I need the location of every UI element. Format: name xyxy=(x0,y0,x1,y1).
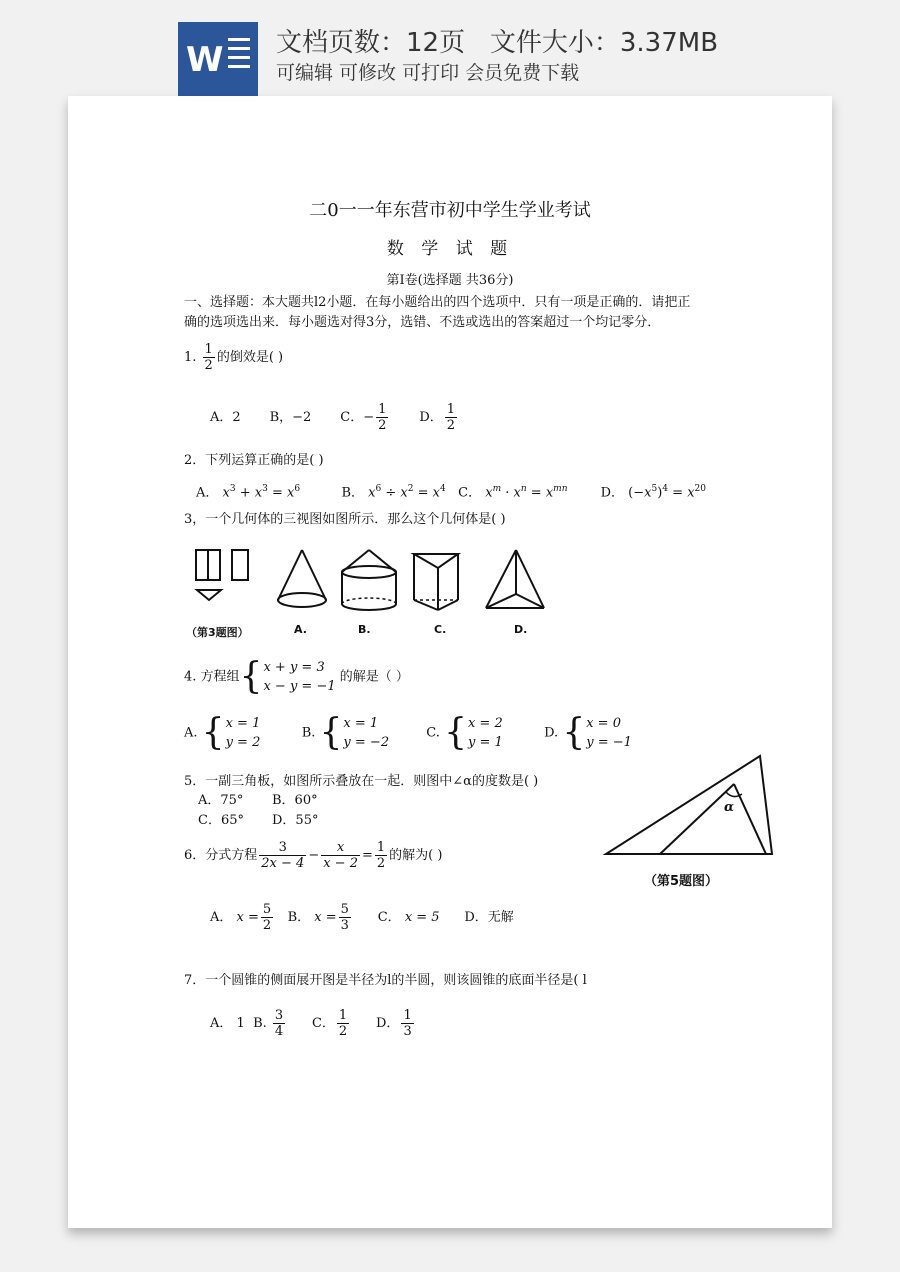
question-4: 4. 方程组{x + y = 3 x − y = −1 的解是（ ） xyxy=(184,656,409,697)
section-title: 第Ⅰ卷(选择题 共36分) xyxy=(386,273,514,288)
q3-figure-caption: （第3题图） xyxy=(186,626,249,639)
question-6: 6．分式方程 $\frac{3}{2x - 4}$ − $\frac{x}{x - 2}$ = $\frac{1}{2}$ 的解为( ) xyxy=(184,840,443,871)
question-6-options: A． x = $\frac{5}{2}$ B． x = $\frac{5}{3}$ C． x = 5 D．无解 xyxy=(210,902,514,933)
question-3: 3，一个几何体的三视图如图所示．那么这个几何体是( ) xyxy=(184,512,506,527)
question-7-options: A． 1 B. $\frac{3}{4}$ C． $\frac{1}{2}$ D． $\frac{1}{3}$ xyxy=(210,1008,412,1039)
doc-info-banner xyxy=(0,0,900,96)
option-d-pyramid-figure xyxy=(480,546,550,616)
q3-option-b-label: B. xyxy=(358,623,371,636)
doc-info-text: 文档页数：12页 文件大小：3.37MB xyxy=(276,28,719,58)
q3-option-c-label: C. xyxy=(434,623,447,636)
question-7: 7．一个圆锥的侧面展开图是半径为l的半圆，则该圆锥的底面半径是( l xyxy=(184,973,587,988)
question-1: 1. $\frac{1}{2}$ 的倒效是( ) xyxy=(184,342,284,373)
option-a-cone-figure xyxy=(272,546,332,614)
q5-option-c: C．65° xyxy=(198,813,244,828)
question-5: 5．一副三角板，如图所示叠放在一起．则图中∠α的度数是( ) xyxy=(184,774,539,789)
exam-subtitle: 数 学 试 题 xyxy=(386,239,514,259)
q3-option-d-label: D. xyxy=(514,623,528,636)
question-2-options: A． $x^3 + x^3 = x^6$ B． $x^6 \div x^2 = x^4$ C． $x^m \cdot x^n = x^{mn}$ D． $(-x^5)^4 = x^{20}$ xyxy=(196,484,706,501)
three-view-figure xyxy=(188,546,258,606)
doc-features-text: 可编辑 可修改 可打印 会员免费下载 xyxy=(276,62,580,84)
instructions-line-1: 一、选择题：本大题共l2小题．在每小题给出的四个选项中．只有一项是正确的．请把正 xyxy=(184,295,691,310)
option-b-cone-cylinder-figure xyxy=(336,546,402,614)
q5-option-a: A．75° xyxy=(198,793,244,808)
q5-option-b: B．60° xyxy=(272,793,318,808)
alpha-angle-label: α xyxy=(724,800,735,815)
instructions-line-2: 确的选项选出来．每小题选对得3分，选错、不选或选出的答案超过一个均记零分． xyxy=(184,315,661,330)
word-document-icon xyxy=(178,22,258,96)
option-c-prism-figure xyxy=(408,546,464,616)
q5-figure-caption: （第5题图） xyxy=(644,874,719,889)
exam-title: 二0一一年东营市初中学生学业考试 xyxy=(309,200,591,221)
question-2: 2．下列运算正确的是( ) xyxy=(184,453,324,468)
q5-option-d: D．55° xyxy=(272,813,319,828)
q3-option-a-label: A. xyxy=(294,623,307,636)
question-1-options: A．2 B，−2 C．− $\frac{1}{2}$ D． $\frac{1}{2}$ xyxy=(210,402,456,433)
question-4-options: A. {x = 1 y = 2 B. {x = 1 y = −2 C. {x = 2 y = 1 D. {x = 0 y = −1 xyxy=(184,712,632,753)
triangles-figure xyxy=(600,748,780,866)
word-icon-letter: W xyxy=(186,40,224,80)
document-page xyxy=(68,96,832,1228)
